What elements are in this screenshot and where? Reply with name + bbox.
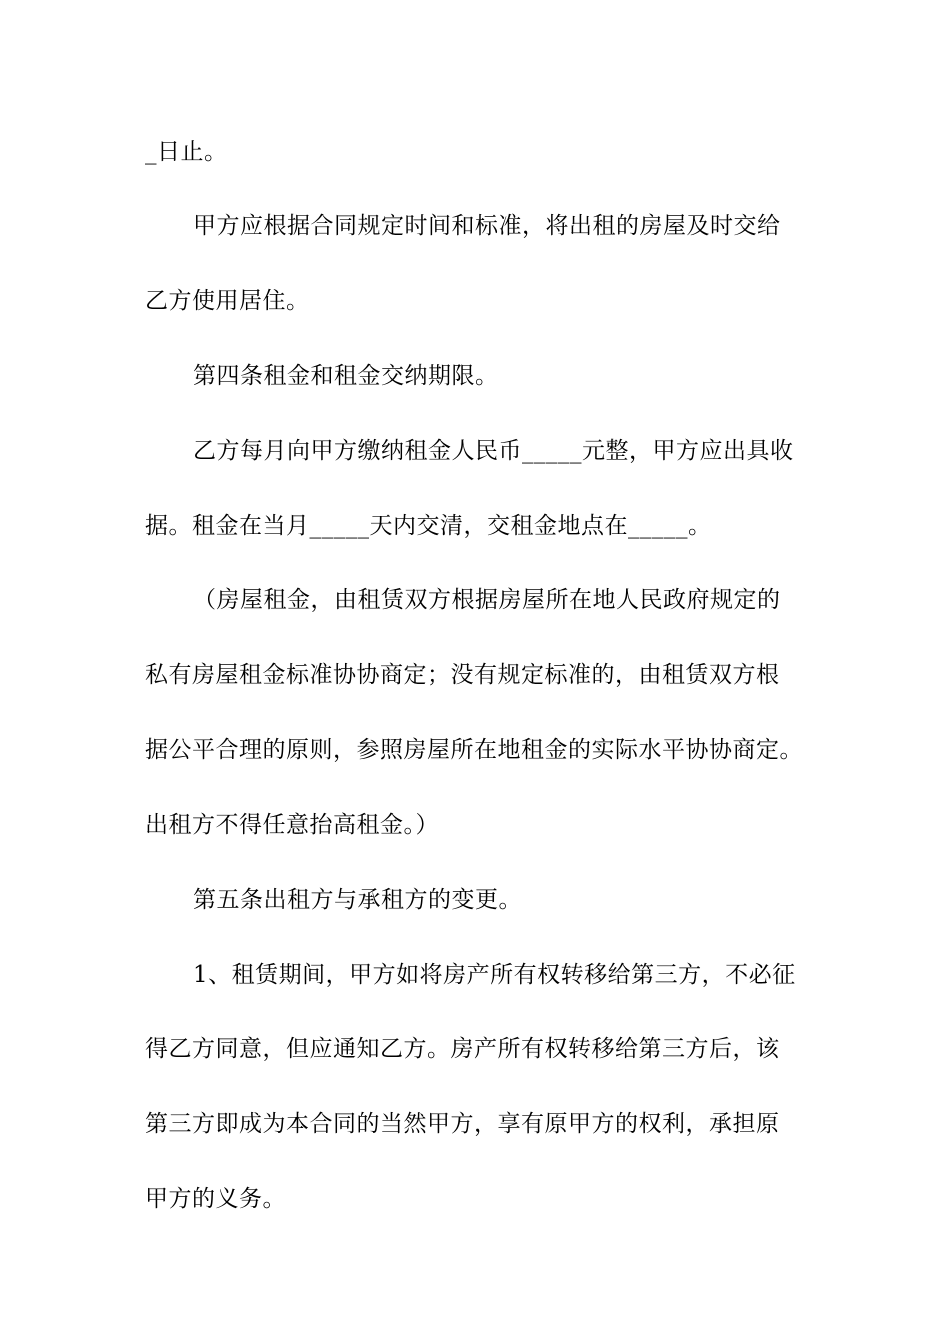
text-line-rent-amount: 乙方每月向甲方缴纳租金人民币_____元整，甲方应出具收 bbox=[193, 438, 794, 464]
text-line-rent-note: （房屋租金，由租赁双方根据房屋所在地人民政府规定的 bbox=[193, 587, 781, 613]
text-line-transfer: 1、租赁期间，甲方如将房产所有权转移给第三方，不必征 bbox=[193, 962, 796, 988]
text-line-rent-payment: 据。租金在当月_____天内交清，交租金地点在_____。 bbox=[145, 513, 712, 539]
text-line-rent-note-cont3: 出租方不得任意抬高租金。） bbox=[145, 812, 439, 838]
article-four-heading: 第四条租金和租金交纳期限。 bbox=[193, 363, 499, 389]
text-line-rent-note-cont1: 私有房屋租金标准协协商定；没有规定标准的，由租赁双方根 bbox=[145, 662, 780, 688]
article-five-heading: 第五条出租方与承租方的变更。 bbox=[193, 887, 522, 913]
text-line-delivery: 甲方应根据合同规定时间和标准，将出租的房屋及时交给 bbox=[193, 213, 781, 239]
text-line-transfer-cont3: 甲方的义务。 bbox=[145, 1186, 286, 1212]
text-line-transfer-cont2: 第三方即成为本合同的当然甲方，享有原甲方的权利，承担原 bbox=[145, 1111, 780, 1137]
text-line-rent-note-cont2: 据公平合理的原则，参照房屋所在地租金的实际水平协协商定。 bbox=[145, 737, 803, 763]
text-line-delivery-cont: 乙方使用居住。 bbox=[145, 288, 310, 314]
text-line-date-end: _日止。 bbox=[145, 139, 228, 165]
text-line-transfer-cont1: 得乙方同意，但应通知乙方。房产所有权转移给第三方后，该 bbox=[145, 1036, 780, 1062]
